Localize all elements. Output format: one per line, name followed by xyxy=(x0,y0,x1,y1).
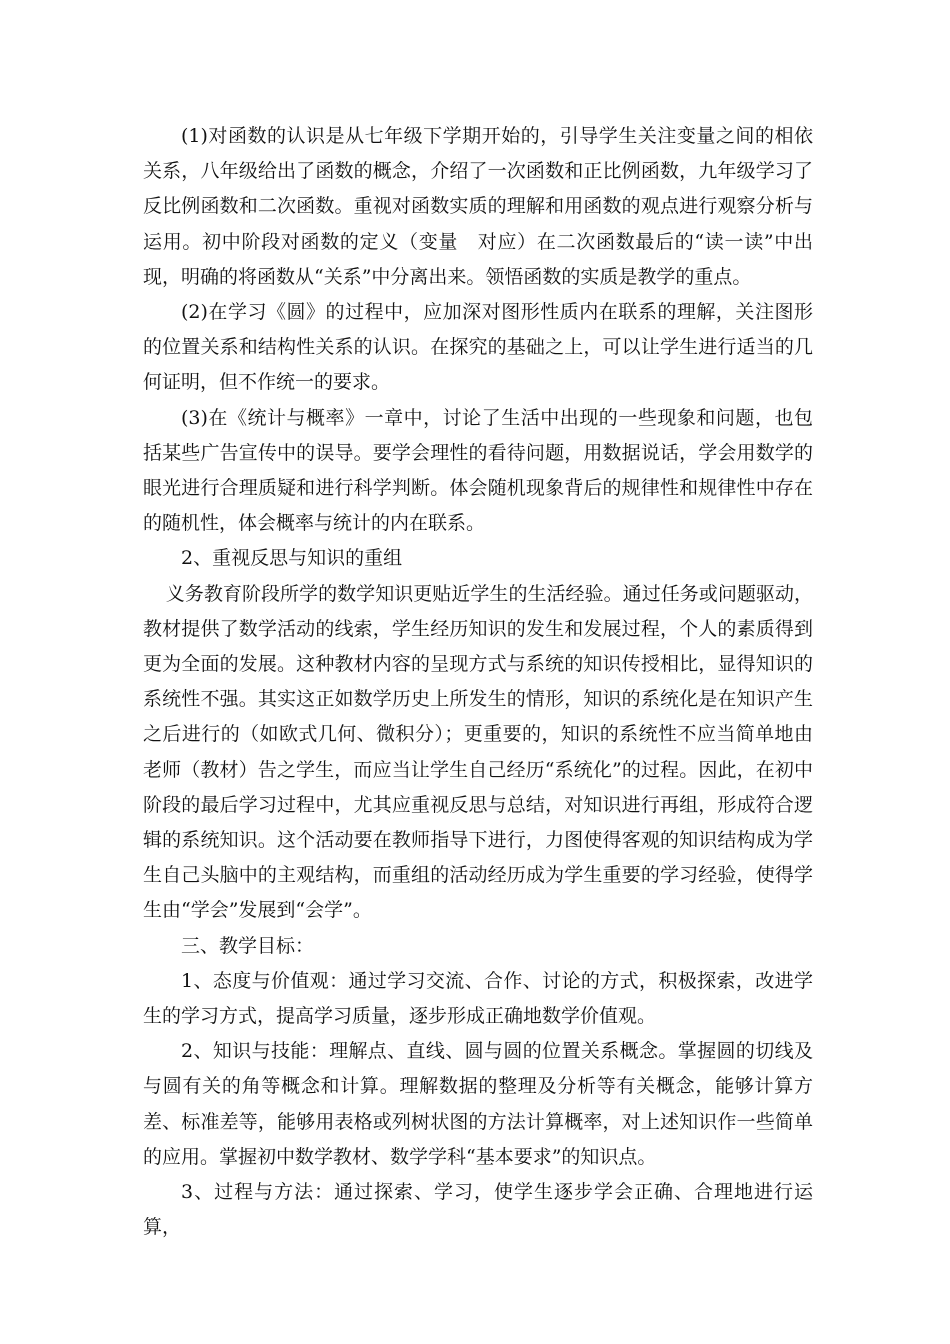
document-body xyxy=(143,119,813,1246)
paragraph-reflection: 义务教育阶段所学的数学知识更贴近学生的生活经验。通过任务或问题驱动，教材提供了数学活动的线索，学生经历知识的发生和发展过程，个人的素质得到更为全面的发展。这种教材内容的呈现方式与系统的知识传授相比，显得知识的系统性不强。其实这正如数学历史上所发生的情形，知识的系统化是在知识产生之后进行的（如欧式几何、微积分）；更重要的，知识的系统性不应当简单地由老师（教材）告之学生，而应当让学生自己经历“系统化”的过程。因此，在初中阶段的最后学习过程中，尤其应重视反思与总结，对知识进行再组，形成符合逻辑的系统知识。这个活动要在教师指导下进行，力图使得客观的知识结构成为学生自己头脑中的主观结构，而重组的活动经历成为学生重要的学习经验，使得学生由“学会”发展到“会学”。 xyxy=(143,582,813,922)
section-heading-goals: 三、教学目标： xyxy=(181,934,315,957)
paragraph-functions: (1)对函数的认识是从七年级下学期开始的，引导学生关注变量之间的相依关系，八年级给出了函数的概念，介绍了一次函数和正比例函数，九年级学习了反比例函数和二次函数。重视对函数实质的理解和用函数的观点进行观察分析与运用。初中阶段对函数的定义（变量 对应）在二次函数最后的“读一读”中出现，明确的将函数从“关系”中分离出来。领悟函数的实质是教学的重点。 xyxy=(143,125,813,288)
paragraph-statistics: (3)在《统计与概率》一章中，讨论了生活中出现的一些现象和问题，也包括某些广告宣传中的误导。要学会理性的看待问题，用数据说话，学会用数学的眼光进行合理质疑和进行科学判断。体会随机现象背后的规律性和规律性中存在的随机性，体会概率与统计的内在联系。 xyxy=(143,406,813,535)
paragraph-goal-knowledge: 2、知识与技能：理解点、直线、圆与圆的位置关系概念。掌握圆的切线及与圆有关的角等概念和计算。理解数据的整理及分析等有关概念，能够计算方差、标准差等，能够用表格或列树状图的方法计算概率，对上述知识作一些简单的应用。掌握初中数学教材、数学学科“基本要求”的知识点。 xyxy=(143,1040,813,1168)
paragraph-circle: (2)在学习《圆》的过程中，应加深对图形性质内在联系的理解，关注图形的位置关系和结构性关系的认识。在探究的基础之上，可以让学生进行适当的几何证明，但不作统一的要求。 xyxy=(143,301,813,394)
section-heading-reflection: 2、重视反思与知识的重组 xyxy=(181,547,403,570)
paragraph-goal-process: 3、过程与方法：通过探索、学习，使学生逐步学会正确、合理地进行运算， xyxy=(143,1181,813,1239)
paragraph-goal-attitude: 1、态度与价值观：通过学习交流、合作、讨论的方式，积极探索，改进学生的学习方式，提高学习质量，逐步形成正确地数学价值观。 xyxy=(143,969,813,1028)
